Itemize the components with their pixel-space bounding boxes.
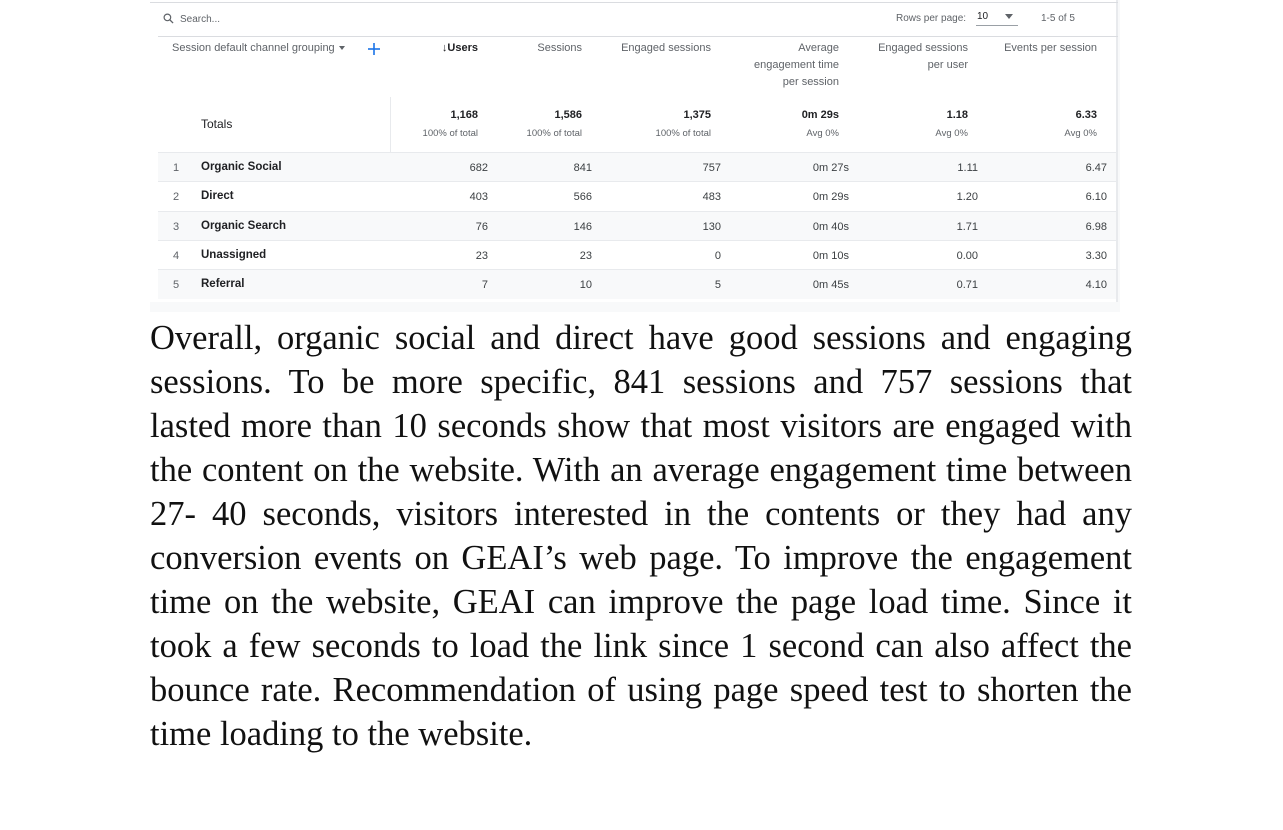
row-avg-engagement-time: 0m 10s — [812, 250, 849, 262]
row-avg-engagement-time: 0m 40s — [812, 221, 849, 233]
column-header-sessions[interactable]: Sessions — [537, 42, 582, 54]
report-card — [150, 0, 1118, 302]
row-number: 5 — [173, 279, 180, 291]
total-sessions-share: 100% of total — [526, 128, 582, 139]
search-input[interactable] — [180, 11, 480, 27]
row-sessions: 10 — [579, 279, 592, 291]
total-avg-engagement-time-share: Avg 0% — [806, 128, 839, 139]
column-header-events-per-session[interactable]: Events per session — [1004, 42, 1097, 54]
search-icon — [163, 13, 174, 24]
total-users-share: 100% of total — [422, 128, 478, 139]
row-engaged-per-user: 1.11 — [957, 162, 978, 174]
row-engaged-per-user: 0.71 — [956, 279, 978, 291]
column-header-avg-engagement-time[interactable]: Average engagement time per session — [754, 42, 839, 88]
column-header-engaged-sessions-per-user[interactable]: Engaged sessions per user — [878, 42, 968, 71]
chevron-down-icon — [339, 46, 345, 50]
column-header-engaged-sessions[interactable]: Engaged sessions — [621, 42, 711, 54]
row-engaged-sessions: 0 — [714, 250, 721, 262]
column-divider — [390, 97, 391, 152]
row-sessions: 841 — [573, 162, 592, 174]
total-engaged-sessions: 1,375 — [683, 109, 711, 121]
row-channel-label[interactable]: Referral — [201, 278, 245, 290]
row-number: 4 — [173, 250, 180, 262]
row-engaged-per-user: 1.71 — [956, 221, 978, 233]
caret-down-icon — [1005, 14, 1013, 19]
row-engaged-sessions: 130 — [702, 221, 721, 233]
row-events-per-session: 6.98 — [1085, 221, 1107, 233]
table-row[interactable] — [158, 211, 1116, 241]
row-channel-label[interactable]: Unassigned — [201, 249, 267, 261]
row-sessions: 23 — [579, 250, 592, 262]
column-header-users[interactable]: ↓Users — [441, 42, 478, 54]
row-users: 403 — [469, 191, 488, 203]
row-engaged-sessions: 757 — [702, 162, 721, 174]
row-channel-label[interactable]: Organic Social — [201, 161, 282, 173]
row-users: 23 — [475, 250, 488, 262]
row-avg-engagement-time: 0m 45s — [812, 279, 849, 291]
rows-per-page-select[interactable] — [976, 9, 1018, 26]
table-row[interactable] — [158, 269, 1116, 299]
row-engaged-sessions: 5 — [714, 279, 721, 291]
total-avg-engagement-time: 0m 29s — [801, 109, 839, 121]
total-events-per-session-share: Avg 0% — [1064, 128, 1097, 139]
row-engaged-per-user: 1.20 — [956, 191, 978, 203]
row-channel-label[interactable]: Direct — [201, 190, 234, 202]
row-number: 1 — [173, 162, 180, 174]
plus-icon[interactable] — [366, 41, 382, 57]
dimension-selector[interactable] — [172, 42, 345, 54]
total-engaged-sessions-share: 100% of total — [655, 128, 711, 139]
row-events-per-session: 6.10 — [1085, 191, 1107, 203]
total-users: 1,168 — [450, 109, 478, 121]
row-number: 3 — [173, 221, 180, 233]
table-row[interactable] — [158, 152, 1116, 182]
rows-per-page-label: Rows per page: — [896, 13, 967, 24]
table-row[interactable] — [158, 181, 1116, 211]
row-engaged-sessions: 483 — [702, 191, 721, 203]
report-table-panel — [150, 0, 1120, 312]
row-number: 2 — [173, 191, 180, 203]
total-events-per-session: 6.33 — [1075, 109, 1097, 121]
header-divider — [158, 36, 1118, 37]
table-row[interactable] — [158, 240, 1116, 270]
row-engaged-per-user: 0.00 — [956, 250, 978, 262]
row-avg-engagement-time: 0m 29s — [812, 191, 849, 203]
analysis-paragraph: Overall, organic social and direct have good sessions and engaging sessions. To be more specific, 841 sessions and 757 sessions that lasted more than 10 seconds show that most visitors are engaged with the content on the website. With an average engagement time between 27- 40 seconds, visitors interested in the contents or they had any conversion events on GEAI’s web page. To improve the engagement time on the website, GEAI can improve the page load time. Since it took a few seconds to load the link since 1 second can also affect the bounce rate. Recommendation of using page speed test to shorten the time loading to the website. — [150, 319, 1132, 753]
row-users: 682 — [469, 162, 488, 174]
row-events-per-session: 3.30 — [1085, 250, 1107, 262]
total-engaged-per-user: 1.18 — [946, 109, 968, 121]
row-events-per-session: 4.10 — [1085, 279, 1107, 291]
dimension-header-label: Session default channel grouping — [172, 42, 335, 54]
row-sessions: 146 — [573, 221, 592, 233]
row-sessions: 566 — [573, 191, 592, 203]
total-engaged-per-user-share: Avg 0% — [935, 128, 968, 139]
totals-label: Totals — [201, 117, 233, 131]
row-events-per-session: 6.47 — [1085, 162, 1107, 174]
total-sessions: 1,586 — [554, 109, 582, 121]
row-avg-engagement-time: 0m 27s — [812, 162, 849, 174]
row-users: 76 — [475, 221, 488, 233]
top-divider — [150, 2, 1118, 3]
rows-per-page-value: 10 — [977, 11, 989, 22]
pagination-status: 1-5 of 5 — [1041, 13, 1075, 24]
row-channel-label[interactable]: Organic Search — [201, 220, 287, 232]
row-users: 7 — [481, 279, 488, 291]
